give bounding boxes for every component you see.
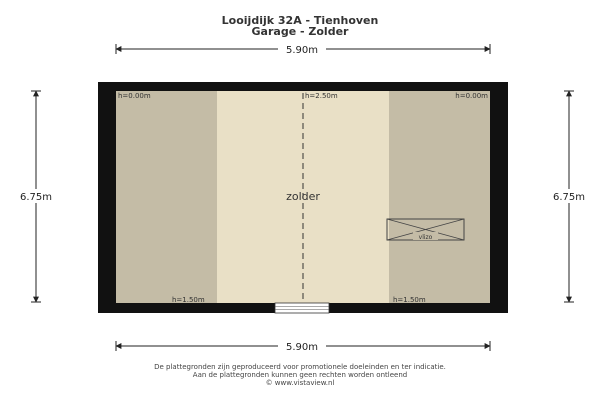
plan-title: Looijdijk 32A - Tienhoven	[221, 14, 379, 27]
plan-subtitle: Garage - Zolder	[251, 25, 349, 38]
dimension-left	[14, 91, 60, 302]
dimension-right	[546, 91, 592, 302]
bottom-window	[275, 303, 329, 313]
dimension-top-label: 5.90m	[285, 45, 319, 56]
height-label-bottom-right: h=1.50m	[393, 296, 426, 304]
dimension-top	[116, 42, 490, 56]
height-label-top-center: h=2.50m	[305, 92, 338, 100]
copyright-line: © www.vistaview.nl	[265, 379, 335, 387]
dimension-right-label: 6.75m	[552, 192, 586, 203]
hatch-label: vlizo	[418, 234, 433, 241]
dimension-bottom	[116, 339, 490, 353]
dimension-bottom-label: 5.90m	[285, 342, 319, 353]
disclaimer-line-2: Aan de plattegronden kunnen geen rechten worden ontleend	[192, 371, 408, 379]
floor-low-right	[389, 91, 490, 303]
floor-low-left	[116, 91, 217, 303]
height-label-bottom-left: h=1.50m	[172, 296, 205, 304]
height-label-top-left: h=0.00m	[118, 92, 151, 100]
room-name-label: zolder	[286, 190, 320, 203]
height-label-top-right: h=0.00m	[455, 92, 488, 100]
dimension-left-label: 6.75m	[19, 192, 53, 203]
disclaimer-line-1: De plattegronden zijn geproduceerd voor promotionele doeleinden en ter indicatie.	[154, 363, 446, 371]
